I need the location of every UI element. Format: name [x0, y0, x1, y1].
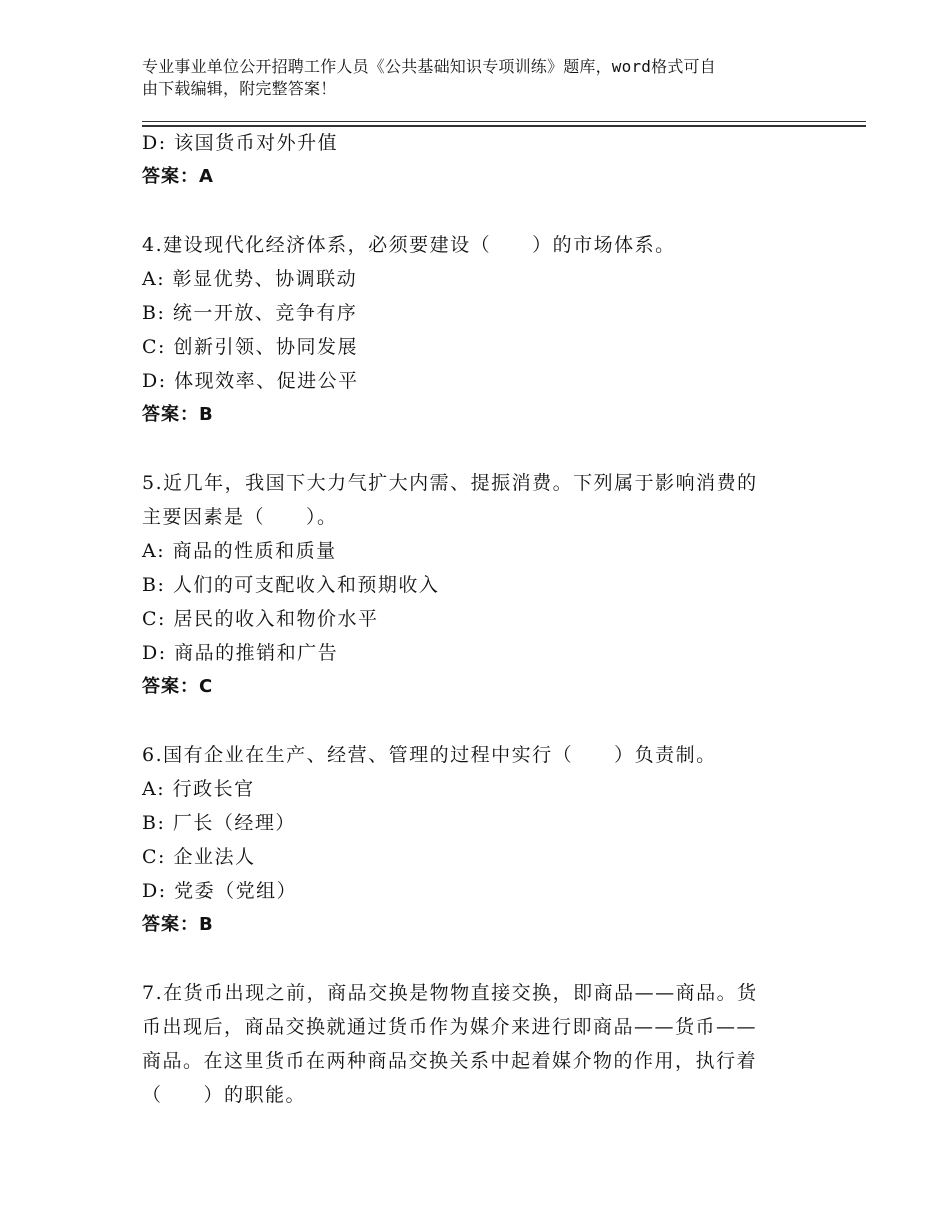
q5-stem-line-2: 主要因素是（ ）。 [142, 506, 338, 528]
q3-option-d: D: 该国货币对外升值 [142, 132, 339, 154]
q4-option-d: D: 体现效率、促进公平 [142, 370, 359, 392]
header-line-2: 由下载编辑，附完整答案！ [142, 79, 337, 98]
q4-stem: 4.建设现代化经济体系，必须要建设（ ）的市场体系。 [142, 234, 676, 256]
q6-option-c: C: 企业法人 [142, 846, 256, 868]
q6-answer: 答案：B [142, 914, 214, 935]
spacer [142, 942, 802, 976]
q5-option-d: D: 商品的推销和广告 [142, 642, 339, 664]
spacer [142, 704, 802, 738]
spacer [142, 194, 802, 228]
q6-option-d: D: 党委（党组） [142, 880, 298, 902]
q7-stem-line-4: （ ）的职能。 [142, 1084, 307, 1106]
q4-answer: 答案：B [142, 404, 214, 425]
q6-option-a: A: 行政长官 [142, 778, 255, 800]
q4-option-b: B: 统一开放、竞争有序 [142, 302, 358, 324]
q7-stem-line-2: 币出现后，商品交换就通过货币作为媒介来进行即商品——货币—— [142, 1016, 758, 1038]
q6-stem: 6.国有企业在生产、经营、管理的过程中实行（ ）负责制。 [142, 744, 717, 766]
q4-option-a: A: 彰显优势、协调联动 [142, 268, 358, 290]
q7-stem-line-1: 7.在货币出现之前，商品交换是物物直接交换，即商品——商品。货 [142, 982, 758, 1004]
q7-stem-line-3: 商品。在这里货币在两种商品交换关系中起着媒介物的作用，执行着 [142, 1050, 758, 1072]
header-line-1: 专业事业单位公开招聘工作人员《公共基础知识专项训练》题库，word格式可自 [142, 57, 716, 76]
q6-option-b: B: 厂长（经理） [142, 812, 296, 834]
q5-option-a: A: 商品的性质和质量 [142, 540, 337, 562]
q5-answer: 答案：C [142, 676, 214, 697]
q5-option-b: B: 人们的可支配收入和预期收入 [142, 574, 440, 596]
q5-option-c: C: 居民的收入和物价水平 [142, 608, 379, 630]
spacer [142, 432, 802, 466]
question-content [142, 126, 802, 1112]
q4-option-c: C: 创新引领、协同发展 [142, 336, 358, 358]
q3-answer: 答案：A [142, 166, 214, 187]
page-header [142, 56, 812, 100]
header-divider-thin [142, 121, 866, 122]
q5-stem-line-1: 5.近几年，我国下大力气扩大内需、提振消费。下列属于影响消费的 [142, 472, 758, 494]
